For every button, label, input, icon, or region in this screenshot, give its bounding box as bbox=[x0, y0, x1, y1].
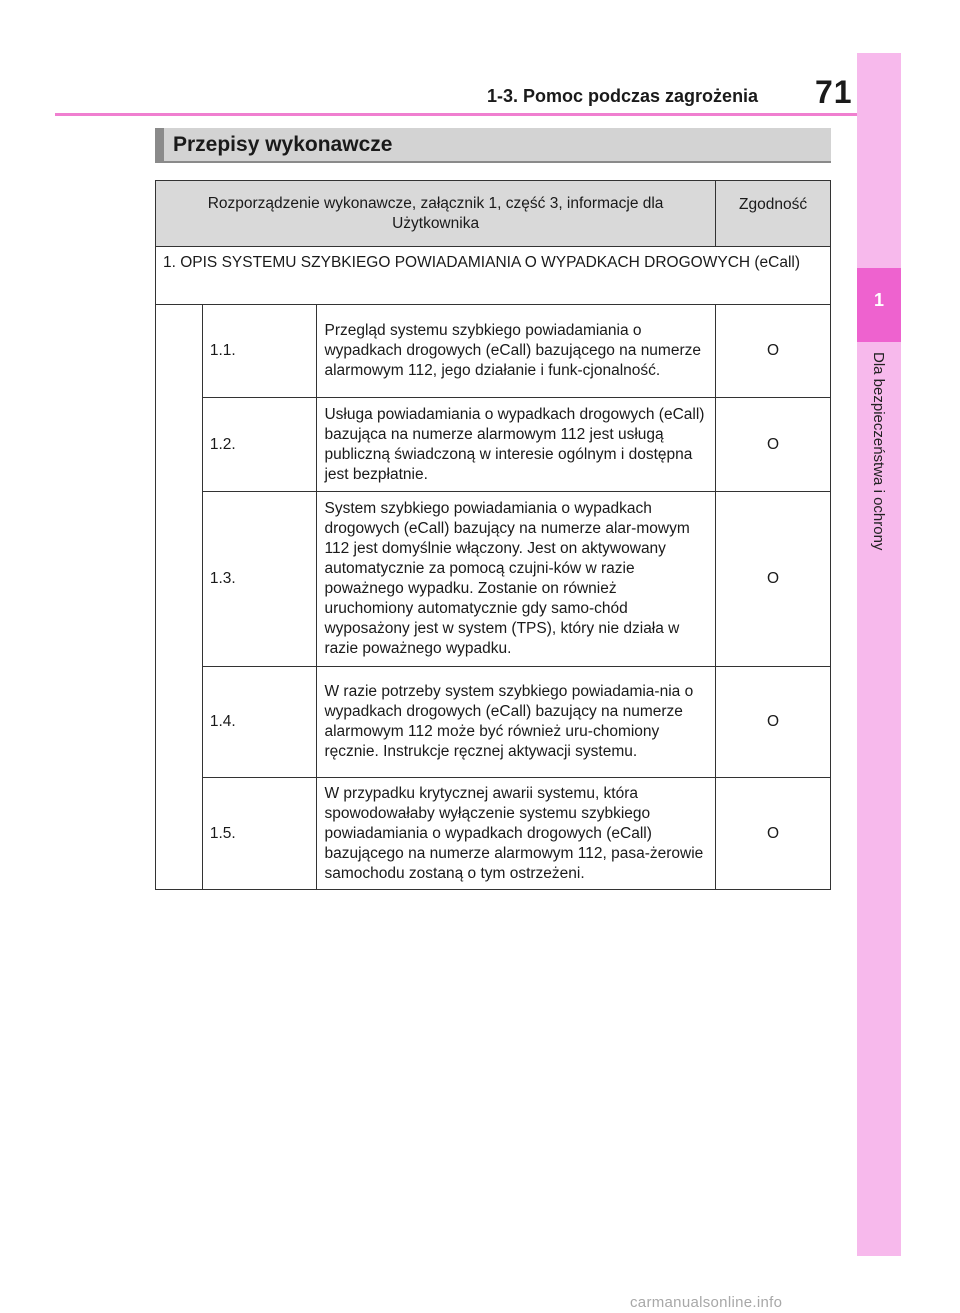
row-number: 1.2. bbox=[202, 398, 317, 492]
table-header-regulation: Rozporządzenie wykonawcze, załącznik 1, część 3, informacje dla Użytkownika bbox=[156, 181, 716, 247]
row-description: W razie potrzeby system szybkiego powiadamia-nia o wypadkach drogowych (eCall) bazujący na numerze alarmowym 112 może być również uru-chomiony ręcznie. Instrukcje ręcznej aktywacji systemu. bbox=[317, 667, 716, 778]
table-row bbox=[156, 305, 831, 398]
table-section-row bbox=[156, 247, 831, 305]
row-description: Przegląd systemu szybkiego powiadamiania o wypadkach drogowych (eCall) bazującego na numerze alarmowym 112, jego działanie i funk-cjonalność. bbox=[317, 305, 716, 398]
table-row bbox=[156, 778, 831, 890]
table-row bbox=[156, 398, 831, 492]
table-indent-cell bbox=[156, 305, 203, 890]
section-heading: Przepisy wykonawcze bbox=[155, 128, 831, 163]
row-compliance-mark: O bbox=[716, 398, 831, 492]
row-compliance-mark: O bbox=[716, 492, 831, 667]
regulation-table bbox=[155, 180, 831, 890]
row-compliance-mark: O bbox=[716, 778, 831, 890]
chapter-title: Dla bezpieczeństwa i ochrony bbox=[870, 352, 887, 551]
row-description: Usługa powiadamiania o wypadkach drogowych (eCall) bazująca na numerze alarmowym 112 jest usługą publiczną świadczoną w interesie ogólnym i dostępna jest bezpłatnie. bbox=[317, 398, 716, 492]
row-description: System szybkiego powiadamiania o wypadkach drogowych (eCall) bazujący na numerze alar-mowym 112 jest domyślnie włączony. Jest on aktywowany automatycznie za pomocą czujni-ków w razie poważnego wypadku. Zostanie on również uruchomiony automatycznie gdy samo-chód wyposażony jest w system (TPS), który nie działa w razie poważnego wypadku. bbox=[317, 492, 716, 667]
table-row bbox=[156, 667, 831, 778]
row-number: 1.3. bbox=[202, 492, 317, 667]
table-header-row bbox=[156, 181, 831, 247]
row-number: 1.5. bbox=[202, 778, 317, 890]
chapter-side-tab bbox=[857, 53, 901, 1256]
row-number: 1.4. bbox=[202, 667, 317, 778]
header-divider bbox=[55, 113, 857, 116]
row-description: W przypadku krytycznej awarii systemu, która spowodowałaby wyłączenie systemu szybkiego powiadamiania o wypadkach drogowych (eCall) bazującego na numerze alarmowym 112, pasa-żerowie samochodu zostaną o tym ostrzeżeni. bbox=[317, 778, 716, 890]
table-header-compliance: Zgodność bbox=[716, 181, 831, 247]
chapter-number: 1 bbox=[873, 290, 884, 310]
table-row bbox=[156, 492, 831, 667]
table-section-title: 1. OPIS SYSTEMU SZYBKIEGO POWIADAMIANIA O WYPADKACH DROGOWYCH (eCall) bbox=[156, 247, 831, 305]
site-watermark: carmanualsonline.info bbox=[630, 1294, 783, 1311]
row-number: 1.1. bbox=[202, 305, 317, 398]
running-header-title: 1-3. Pomoc podczas zagrożenia bbox=[487, 86, 759, 106]
row-compliance-mark: O bbox=[716, 667, 831, 778]
row-compliance-mark: O bbox=[716, 305, 831, 398]
page-number: 71 bbox=[815, 74, 853, 110]
